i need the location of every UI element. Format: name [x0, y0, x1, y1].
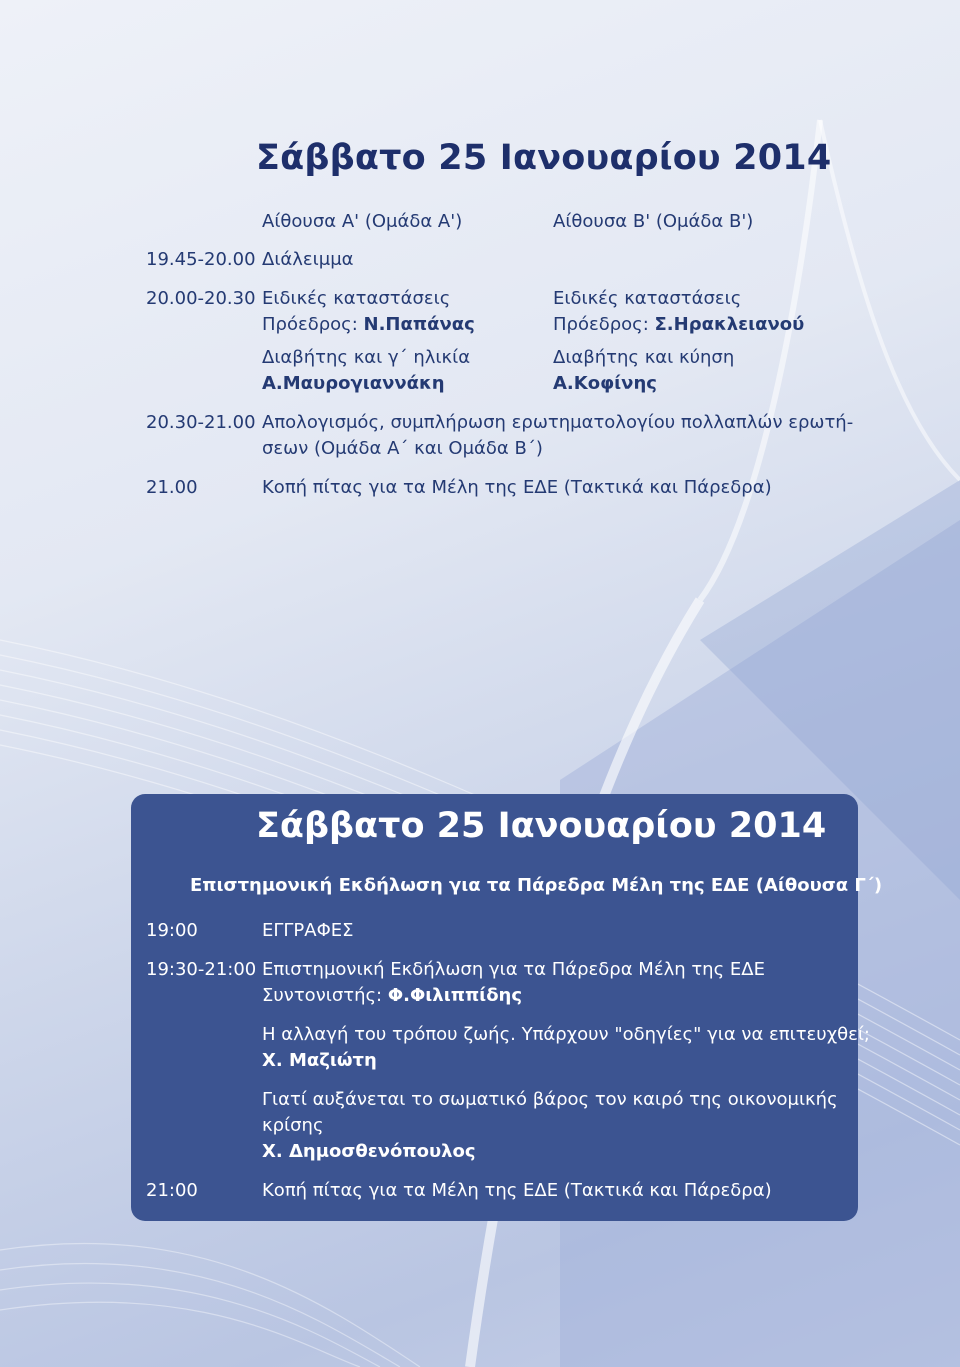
card-pita-label: Κοπή πίτας για τα Μέλη της ΕΔΕ (Τακτικά και Πάρεδρα) [262, 1180, 772, 1201]
card-subtitle: Επιστημονική Εκδήλωση για τα Πάρεδρα Μέλη της ΕΔΕ (Αίθουσα Γ΄) [190, 875, 883, 896]
session-a-chair [262, 312, 475, 338]
event-coordinator [262, 983, 522, 1009]
talk2-title-line1: Γιατί αυξάνεται το σωματικό βάρος τον καιρό της οικονομικής [262, 1089, 838, 1110]
session-a-topic: Ειδικές καταστάσεις [262, 288, 451, 309]
review-line1: Απολογισμός, συμπλήρωση ερωτηματολογίου πολλαπλών ερωτή- [262, 412, 854, 433]
session-a-speaker: Α.Μαυρογιαννάκη [262, 373, 445, 394]
chair-prefix: Πρόεδρος: [262, 314, 364, 335]
coordinator-name: Φ.Φιλιππίδης [387, 985, 523, 1006]
review-line2: σεων (Ομάδα Α΄ και Ομάδα Β΄) [262, 438, 543, 459]
page-title: Σάββατο 25 Ιανουαρίου 2014 [256, 138, 832, 178]
chair-prefix: Πρόεδρος: [553, 314, 655, 335]
talk2-title-line2: κρίσης [262, 1115, 324, 1136]
registration-label: ΕΓΓΡΑΦΕΣ [262, 920, 354, 941]
room-a-header: Αίθουσα Α' (Ομάδα Α') [262, 211, 463, 232]
session-b-topic: Ειδικές καταστάσεις [553, 288, 742, 309]
session-b-chair [553, 312, 804, 338]
registration-time: 19:00 [146, 920, 198, 941]
session-b-subtopic: Διαβήτης και κύηση [553, 347, 735, 368]
break-time: 19.45-20.00 [146, 249, 256, 270]
event-time: 19:30-21:00 [146, 959, 257, 980]
talk2-speaker: Χ. Δημοσθενόπουλος [262, 1141, 476, 1162]
session-b-speaker: Α.Κοφίνης [553, 373, 657, 394]
event-label: Επιστημονική Εκδήλωση για τα Πάρεδρα Μέλη της ΕΔΕ [262, 959, 765, 980]
session-time: 20.00-20.30 [146, 288, 256, 309]
chair-name: Ν.Παπάνας [363, 314, 475, 335]
session-a-subtopic: Διαβήτης και γ΄ ηλικία [262, 347, 471, 368]
card-title: Σάββατο 25 Ιανουαρίου 2014 [256, 806, 827, 846]
card-pita-time: 21:00 [146, 1180, 198, 1201]
pita-time: 21.00 [146, 477, 198, 498]
pita-label: Κοπή πίτας για τα Μέλη της ΕΔΕ (Τακτικά και Πάρεδρα) [262, 477, 772, 498]
room-b-header: Αίθουσα Β' (Ομάδα Β') [553, 211, 754, 232]
break-label: Διάλειμμα [262, 249, 354, 270]
coordinator-prefix: Συντονιστής: [262, 985, 388, 1006]
review-time: 20.30-21.00 [146, 412, 256, 433]
talk1-title: Η αλλαγή του τρόπου ζωής. Υπάρχουν "οδηγίες" για να επιτευχθεί; [262, 1024, 870, 1045]
chair-name: Σ.Ηρακλειανού [654, 314, 805, 335]
talk1-speaker: Χ. Μαζιώτη [262, 1050, 377, 1071]
